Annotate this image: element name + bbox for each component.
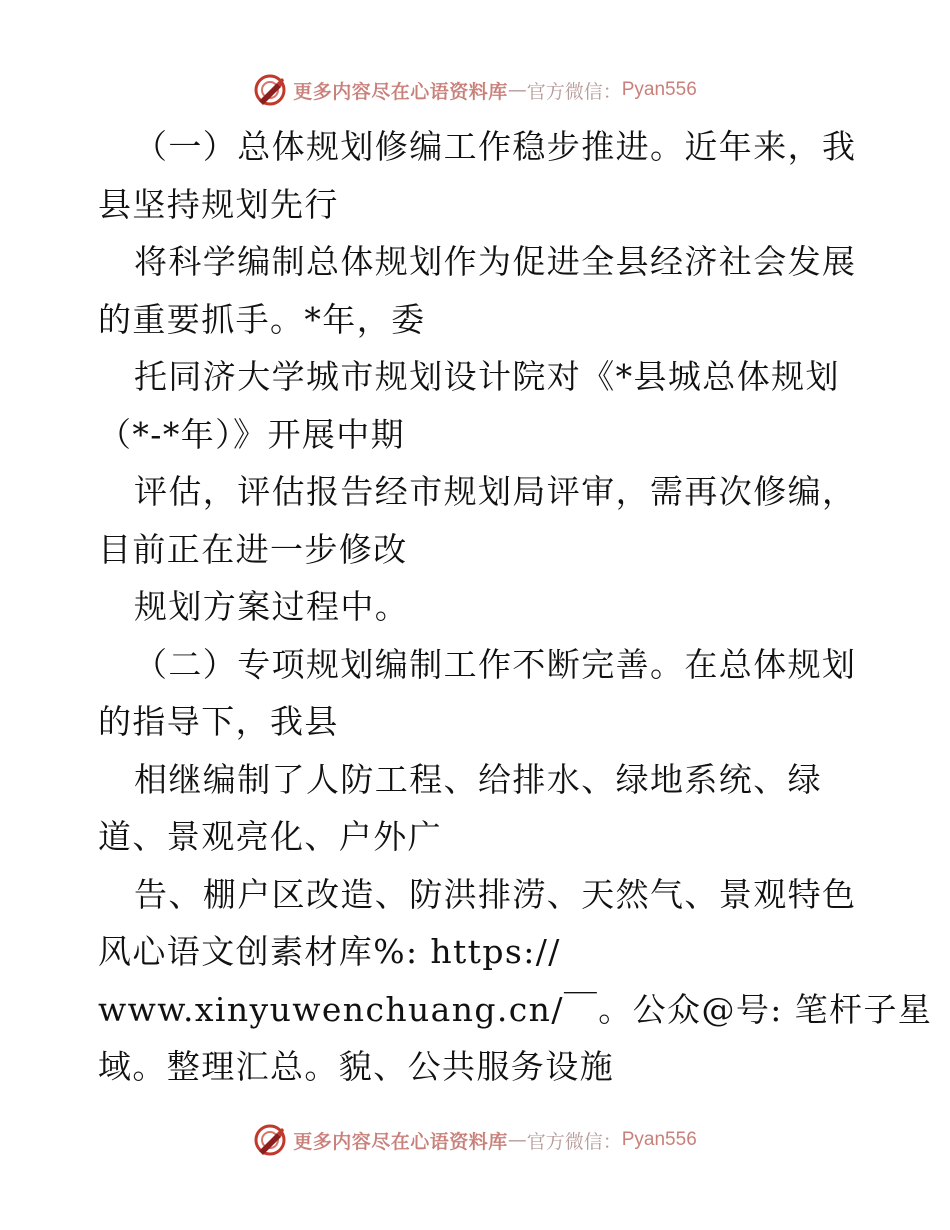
text-line: （一）总体规划修编工作稳步推进。近年来，我 — [134, 127, 857, 166]
text-line: （二）专项规划编制工作不断完善。在总体规划 — [134, 644, 857, 684]
text-line: （*-*年）》开展中期 — [98, 414, 406, 454]
header-banner — [0, 70, 950, 110]
banner-wechat-id: Pyan556 — [621, 79, 697, 100]
text-line: 告、棚户区改造、防洪排涝、天然气、景观特色 — [134, 874, 857, 914]
text-line: 的指导下，我县 — [98, 702, 339, 741]
document-body — [98, 118, 933, 1096]
text-line: 相继编制了人防工程、给排水、绿地系统、绿 — [134, 759, 822, 799]
text-line: www.xinyuwenchuang.cn/￣。公众@号: 笔杆子星 — [98, 989, 933, 1029]
text-line: 托同济大学城市规划设计院对《*县城总体规划 — [134, 357, 840, 396]
banner-separator: — — [507, 79, 527, 101]
text-line: 风心语文创素材库%: https:// — [98, 932, 561, 971]
text-line: 域。整理汇总。貌、公共服务设施 — [98, 1047, 614, 1086]
pen-circle-logo-icon — [253, 1123, 287, 1157]
banner-official-label: 官方微信： — [526, 80, 622, 103]
text-line: 目前正在进一步修改 — [98, 529, 408, 569]
banner-official-label: 官方微信： — [526, 1130, 622, 1153]
banner-wechat-id: Pyan556 — [621, 1129, 697, 1150]
text-line: 评估，评估报告经市规划局评审，需再次修编， — [134, 472, 857, 511]
banner-brand-text: 更多内容尽在心语资料库 — [293, 1130, 508, 1153]
text-line: 县坚持规划先行 — [98, 184, 339, 224]
text-line: 道、景观亮化、户外广 — [98, 817, 442, 856]
pen-circle-logo-icon — [253, 73, 287, 107]
footer-banner — [0, 1120, 950, 1160]
text-line: 将科学编制总体规划作为促进全县经济社会发展 — [134, 242, 857, 281]
text-line: 的重要抓手。*年，委 — [98, 299, 426, 339]
banner-separator: — — [507, 1129, 527, 1151]
banner-brand-text: 更多内容尽在心语资料库 — [293, 80, 508, 103]
text-line: 规划方案过程中。 — [134, 587, 410, 626]
